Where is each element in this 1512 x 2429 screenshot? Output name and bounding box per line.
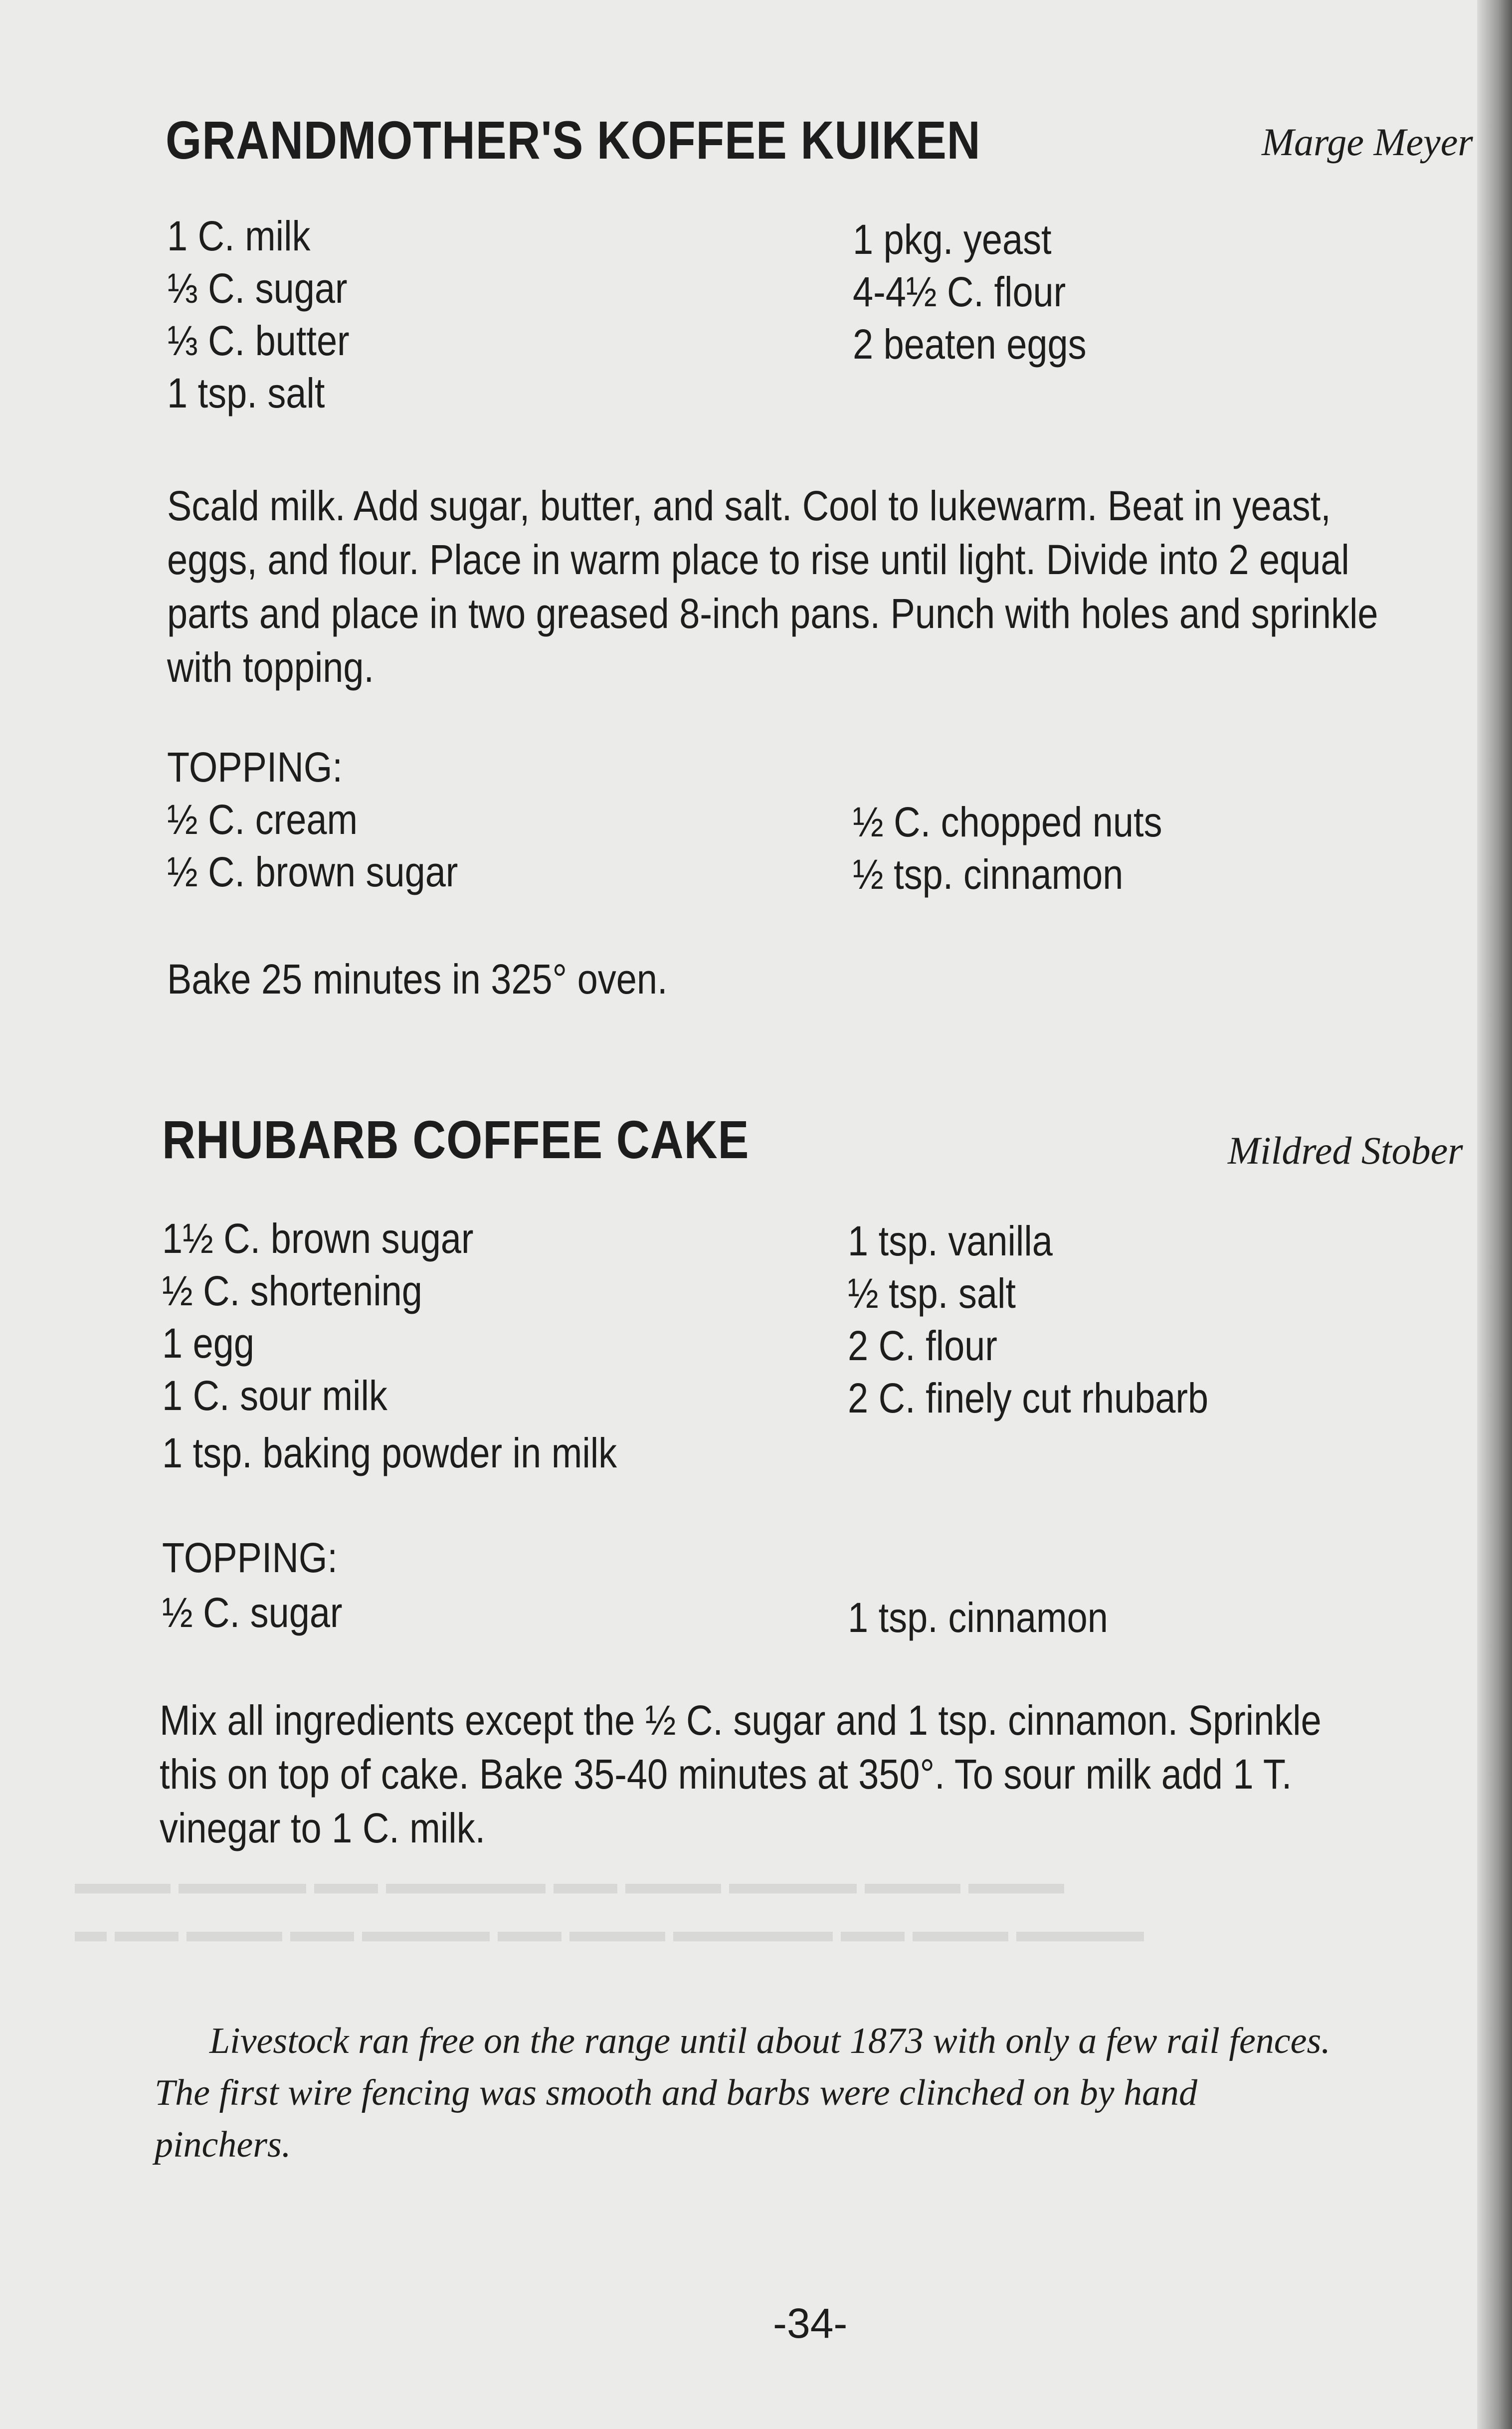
- directions-line: eggs, and flour. Place in warm place to rise until light. Divide into 2 equal: [167, 536, 1349, 583]
- ingredient: 1 tsp. baking powder in milk: [162, 1429, 617, 1476]
- page-number: -34-: [773, 2300, 848, 2347]
- ingredient: 1 tsp. vanilla: [848, 1217, 1053, 1264]
- recipe-title-koffee-kuiken: GRANDMOTHER'S KOFFEE KUIKEN: [166, 110, 981, 170]
- ingredient: ⅓ C. sugar: [167, 265, 348, 312]
- historical-footnote: [155, 2015, 1471, 2171]
- ingredient: 2 C. flour: [848, 1322, 997, 1369]
- topping-ingredient: ½ tsp. cinnamon: [853, 851, 1124, 898]
- directions-line: Mix all ingredients except the ½ C. sugar and 1 tsp. cinnamon. Sprinkle: [160, 1697, 1322, 1744]
- bake-instructions: Bake 25 minutes in 325° oven.: [167, 956, 668, 1003]
- ingredient: 1 tsp. salt: [167, 370, 325, 416]
- topping-ingredient: ½ C. cream: [167, 796, 358, 843]
- recipe-directions: [167, 479, 1378, 694]
- footnote-line: pinchers.: [155, 2124, 291, 2165]
- ingredient: ½ tsp. salt: [848, 1270, 1016, 1317]
- directions-line: parts and place in two greased 8-inch pans. Punch with holes and sprinkle: [167, 590, 1378, 637]
- ingredient: 1 C. sour milk: [162, 1372, 387, 1419]
- directions-line: with topping.: [167, 644, 375, 691]
- footnote-line: Livestock ran free on the range until about 1873 with only a few rail fences.: [209, 2021, 1330, 2061]
- topping-ingredient: 1 tsp. cinnamon: [848, 1594, 1108, 1641]
- recipe-directions: [160, 1693, 1322, 1855]
- ingredient: ⅓ C. butter: [167, 317, 350, 364]
- recipe-author-mildred-stober: Mildred Stober: [1228, 1129, 1463, 1172]
- bleed-through-text: ▬ ▬▬ ▬▬▬ ▬▬ ▬▬▬▬ ▬▬ ▬▬▬ ▬▬▬▬▬ ▬▬ ▬▬▬ ▬▬▬▬ ▬▬▬ ▬▬▬▬ ▬▬ ▬▬▬▬▬ ▬▬ ▬▬▬ ▬▬▬▬ ▬▬▬ ▬▬▬: [75, 1877, 1144, 1960]
- directions-line: vinegar to 1 C. milk.: [160, 1805, 486, 1851]
- recipe-author-marge-meyer: Marge Meyer: [1262, 120, 1473, 164]
- ingredient: 4-4½ C. flour: [853, 268, 1066, 315]
- directions-line: this on top of cake. Bake 35-40 minutes at 350°. To sour milk add 1 T.: [160, 1751, 1292, 1798]
- topping-label: TOPPING:: [162, 1534, 338, 1581]
- recipe-title-rhubarb-coffee-cake: RHUBARB COFFEE CAKE: [162, 1109, 750, 1170]
- ingredient: 2 C. finely cut rhubarb: [848, 1375, 1209, 1421]
- directions-line: Scald milk. Add sugar, butter, and salt. Cool to lukewarm. Beat in yeast,: [167, 482, 1331, 529]
- topping-ingredient: ½ C. brown sugar: [167, 848, 458, 895]
- ingredient: ½ C. shortening: [162, 1267, 422, 1314]
- footnote-line: The first wire fencing was smooth and barbs were clinched on by hand: [155, 2072, 1198, 2113]
- topping-ingredient: ½ C. chopped nuts: [853, 799, 1162, 845]
- book-spine-shadow: [1477, 0, 1512, 2429]
- ingredient: 2 beaten eggs: [853, 321, 1087, 368]
- topping-ingredient: ½ C. sugar: [162, 1589, 343, 1636]
- ingredient: 1½ C. brown sugar: [162, 1215, 474, 1262]
- topping-label: TOPPING:: [167, 744, 343, 791]
- ingredient: 1 C. milk: [167, 212, 311, 259]
- ingredient: 1 pkg. yeast: [853, 216, 1052, 263]
- ingredient: 1 egg: [162, 1320, 254, 1367]
